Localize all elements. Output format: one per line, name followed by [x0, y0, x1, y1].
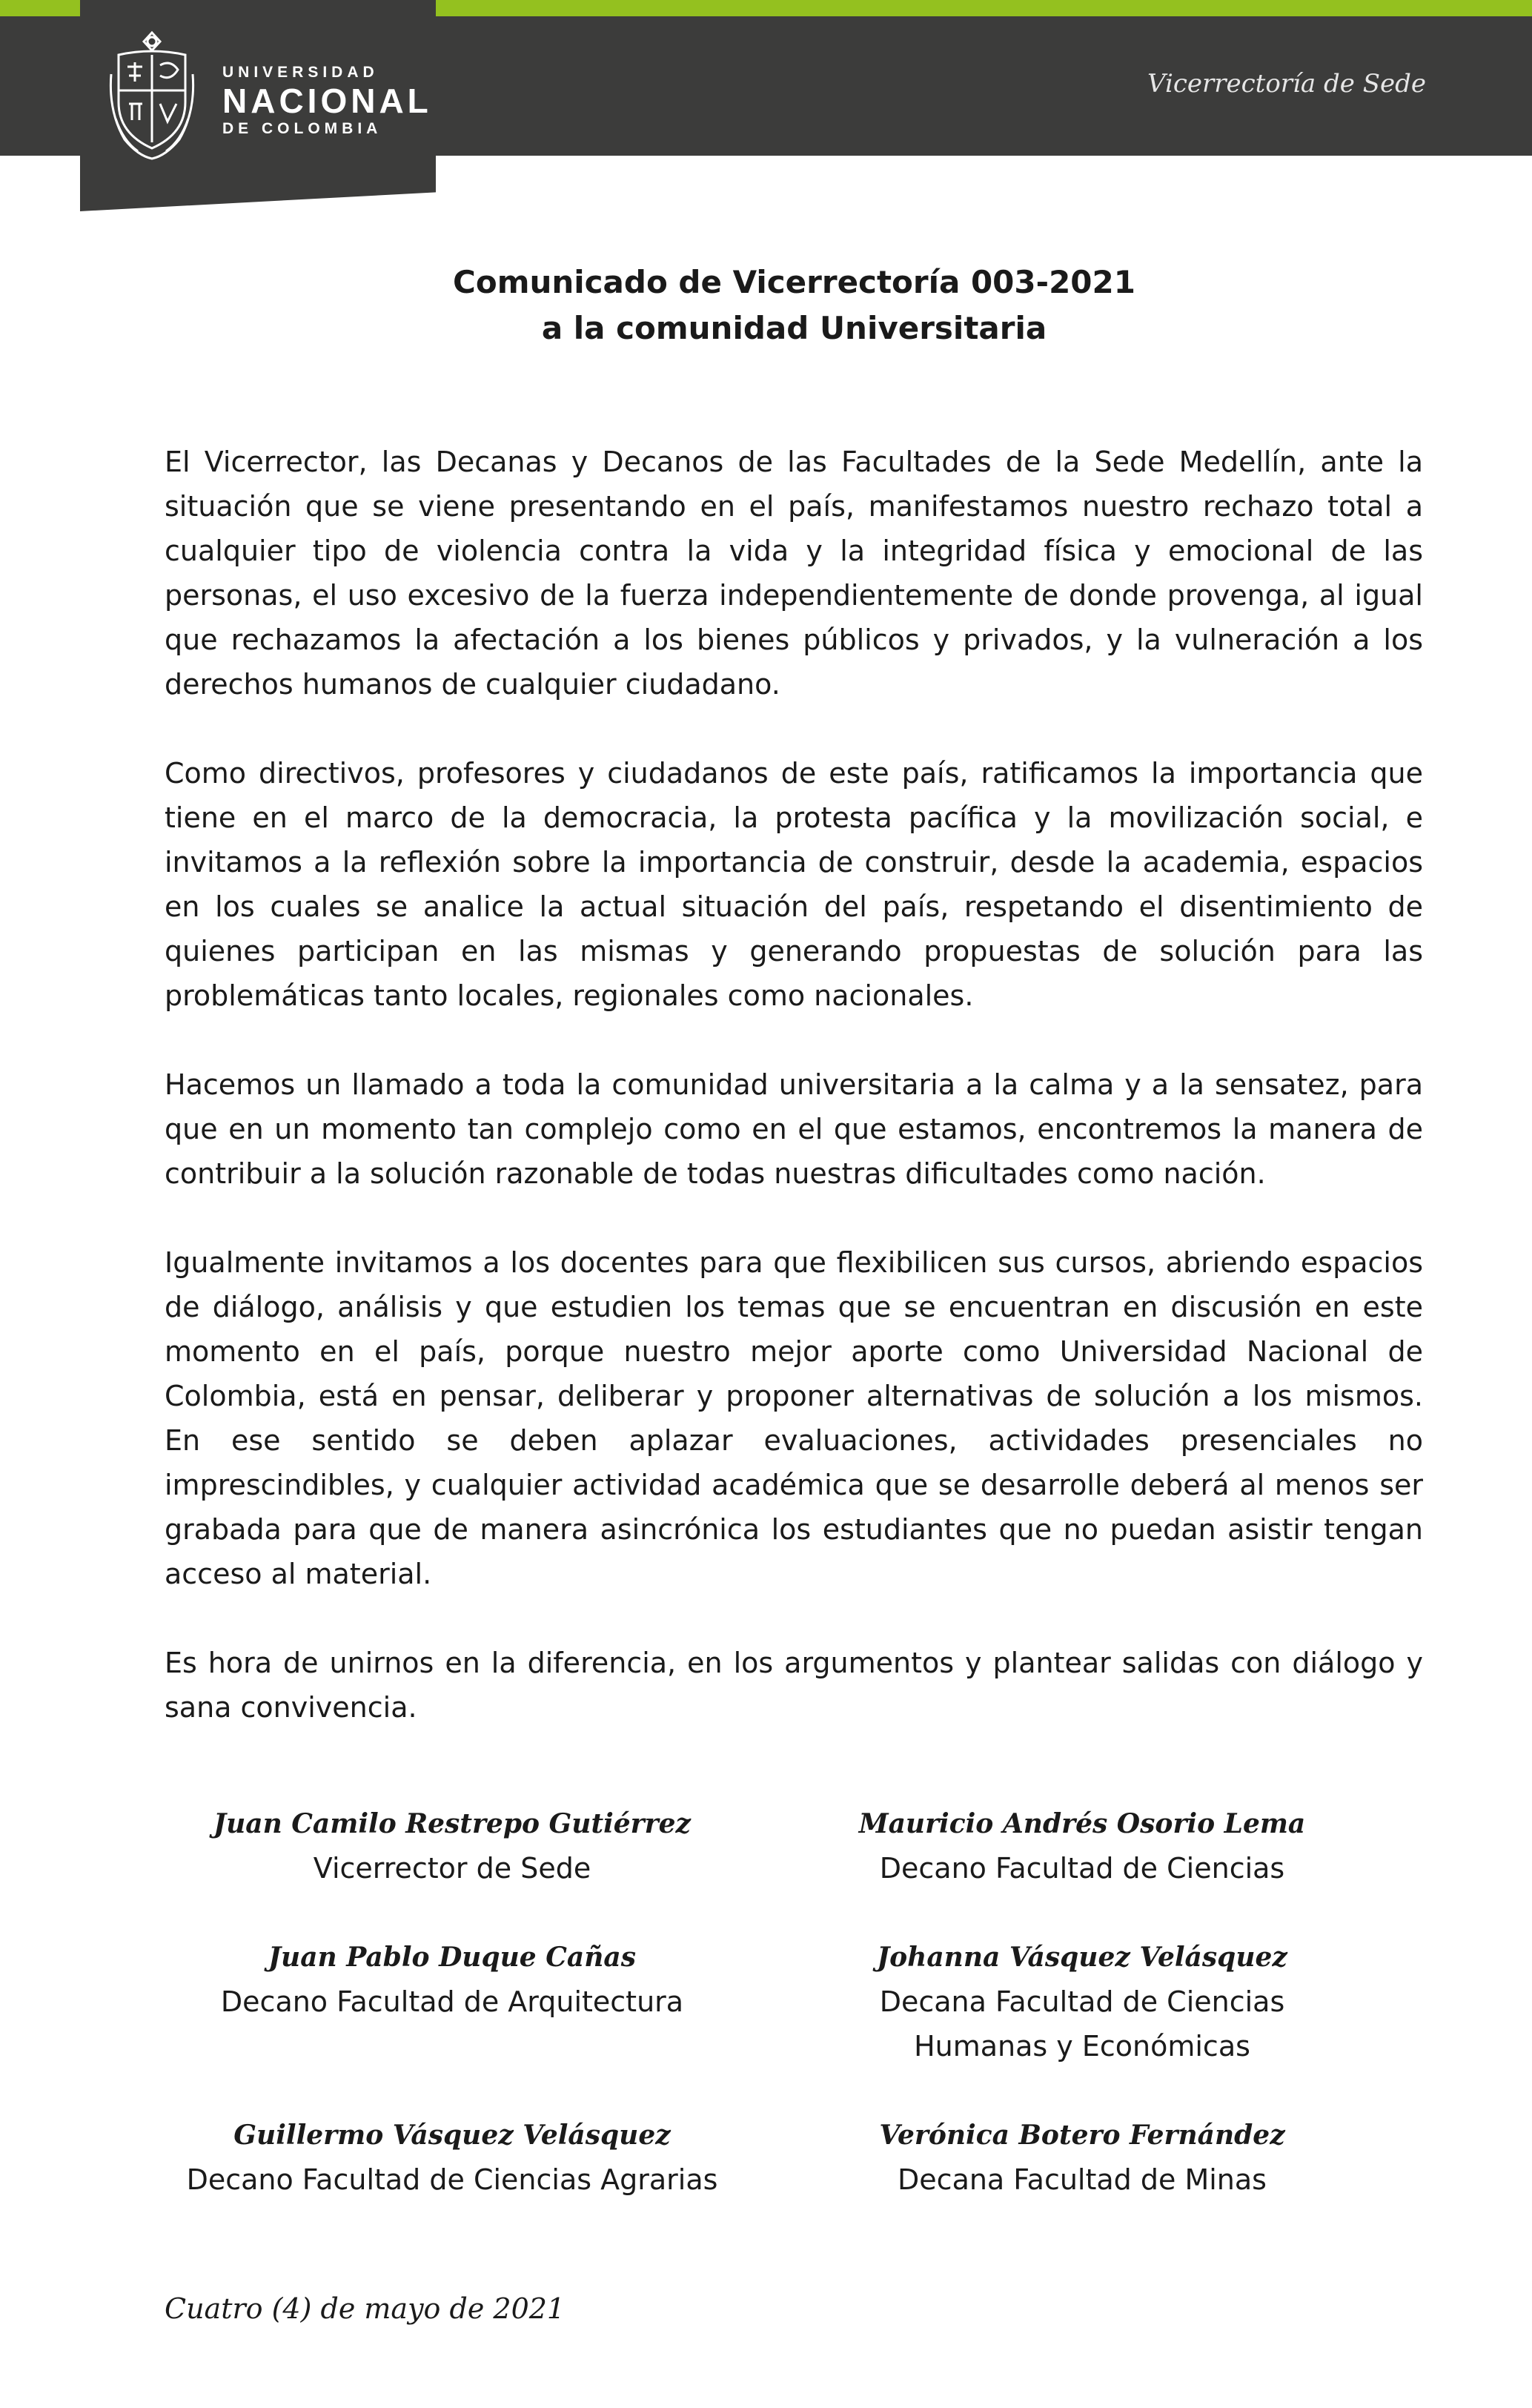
unit-name: Vicerrectoría de Sede — [1147, 69, 1426, 99]
paragraph-5: Es hora de unirnos en la diferencia, en los argumentos y plantear salidas con diálogo y sana convivencia. — [165, 1647, 1423, 1724]
signatory-name: Johanna Vásquez Velásquez — [877, 1942, 1287, 1973]
signatory-role: Decano Facultad de Ciencias — [879, 1852, 1285, 1885]
university-wordmark — [222, 64, 432, 138]
paragraph-3: Hacemos un llamado a toda la comunidad universitaria a la calma y a la sensatez, para que en un momento tan complejo como en el que estamos, encontremos la manera de contribuir a la solución razonable de todas nuestras dificultades como nación. — [165, 1068, 1423, 1190]
signatory-ciencias-agrarias — [130, 2113, 775, 2202]
signatory-minas — [760, 2113, 1405, 2202]
document-title — [0, 259, 1532, 351]
signatory-name: Verónica Botero Fernández — [879, 2120, 1285, 2151]
signatory-role: Decano Facultad de Arquitectura — [220, 1985, 684, 2018]
signatory-role: Vicerrector de Sede — [313, 1852, 591, 1885]
title-line-2: a la comunidad Universitaria — [541, 310, 1047, 346]
signatory-name: Guillermo Vásquez Velásquez — [233, 2120, 671, 2151]
paragraph-1: El Vicerrector, las Decanas y Decanos de las Facultades de la Sede Medellín, ante la situación que se viene presentando en el país, manifestamos nuestro rechazo total a cualquier tipo de violencia contra la vida y la integridad física y emocional de las personas, el uso excesivo de la fuerza independientemente de donde provenga, al igual que rechazamos la afectación a los bienes públicos y privados, y la vulneración a los derechos humanos de cualquier ciudadano. — [165, 446, 1423, 701]
signatory-role: Decana Facultad de Minas — [898, 2163, 1267, 2196]
signatory-ciencias — [760, 1802, 1405, 1891]
logo-line-2: NACIONAL — [222, 82, 432, 120]
paragraph-2: Como directivos, profesores y ciudadanos de este país, ratificamos la importancia que tiene en el marco de la democracia, la protesta pacífica y la movilización social, e invitamos a la reflexión sobre la importancia de construir, desde la academia, espacios en los cuales se analice la actual situación del país, respetando el disentimiento de quienes participan en las mismas y generando propuestas de solución para las problemáticas tanto locales, regionales como nacionales. — [165, 757, 1423, 1012]
university-shield-icon — [108, 30, 196, 162]
signatory-role: Decana Facultad de Ciencias Humanas y Económicas — [879, 1985, 1285, 2063]
logo-line-3: DE COLOMBIA — [222, 120, 382, 137]
document-body — [165, 440, 1423, 1774]
signatory-name: Juan Pablo Duque Cañas — [268, 1942, 636, 1973]
signatory-role: Decano Facultad de Ciencias Agrarias — [186, 2163, 718, 2196]
paragraph-4: Igualmente invitamos a los docentes para que flexibilicen sus cursos, abriendo espacios de diálogo, análisis y que estudien los temas que se encuentran en discusión en este momento en el país, porque nuestro mejor aporte como Universidad Nacional de Colombia, está en pensar, deliberar y proponer alternativas de solución a los mismos. En ese sentido se deben aplazar evaluaciones, actividades presenciales no imprescindibles, y cualquier actividad académica que se desarrolle deberá al menos ser grabada para que de manera asincrónica los estudiantes que no puedan asistir tengan acceso al material. — [165, 1246, 1423, 1590]
signatory-arquitectura — [130, 1935, 775, 2024]
signatory-vicerrector — [130, 1802, 775, 1891]
signatory-ciencias-humanas — [760, 1935, 1405, 2068]
logo-line-1: UNIVERSIDAD — [222, 64, 379, 81]
document-date: Cuatro (4) de mayo de 2021 — [165, 2292, 566, 2325]
signatory-name: Juan Camilo Restrepo Gutiérrez — [213, 1808, 691, 1839]
title-line-1: Comunicado de Vicerrectoría 003-2021 — [453, 264, 1135, 300]
signatory-name: Mauricio Andrés Osorio Lema — [858, 1808, 1306, 1839]
